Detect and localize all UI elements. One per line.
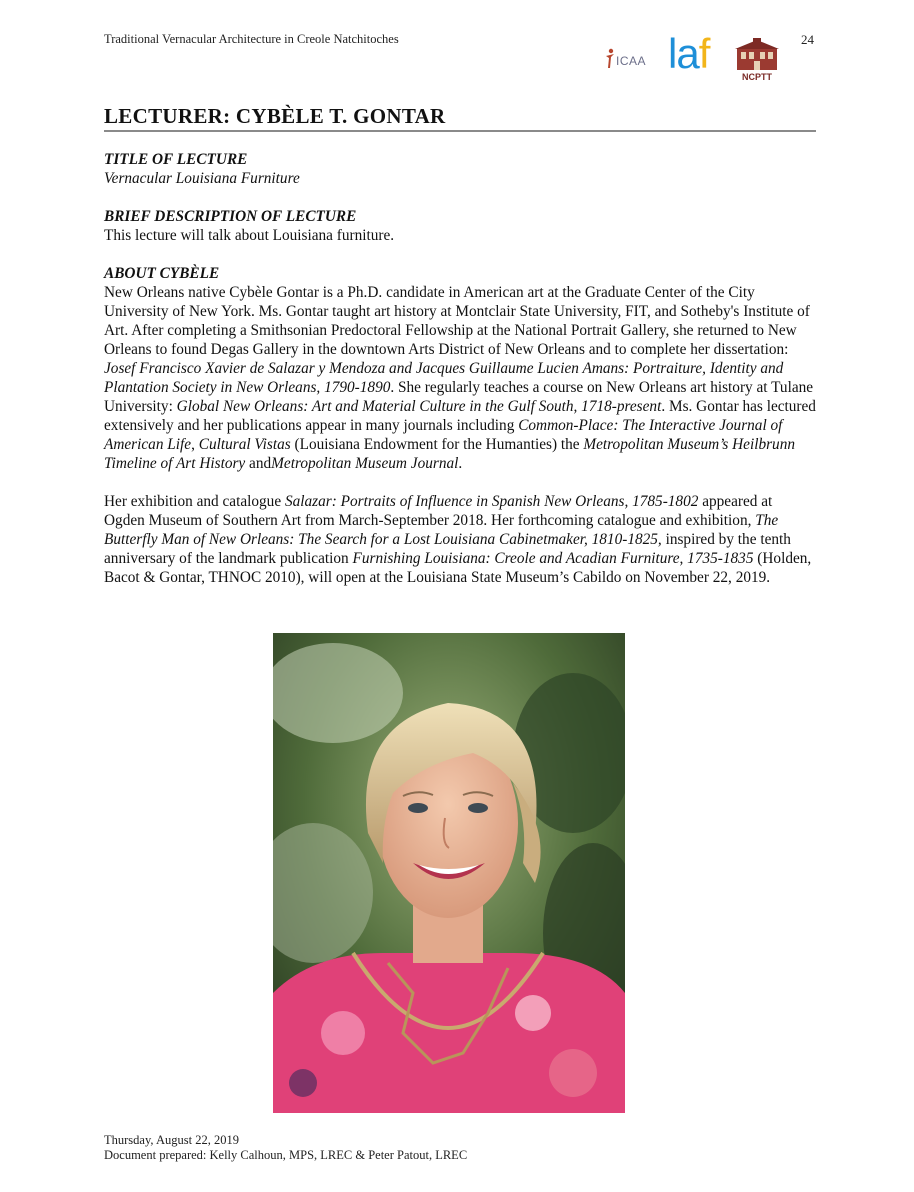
laf-logo-text: la — [668, 30, 699, 77]
text-run: inspired by the tenth anniversary of the landmark publication — [104, 531, 791, 567]
lecture-details — [104, 150, 816, 587]
text-run: Metropolitan Museum Journal — [271, 455, 459, 472]
text-run: Salazar: Portraits of Influence in Spanish New Orleans, 1785-1802 — [284, 493, 699, 510]
title-value: Vernacular Louisiana Furniture — [104, 170, 300, 187]
text-run: appeared at Ogden Museum of Southern Art from March-September 2018. Her forthcoming catalogue and exhibition, — [104, 493, 773, 529]
text-run: . — [458, 455, 463, 472]
footer-date: Thursday, August 22, 2019 — [104, 1133, 239, 1147]
text-run: (Holden, Bacot & Gontar, THNOC 2010), will open at the Louisiana State Museum’s Cabildo on November 22, 2019. — [104, 550, 812, 586]
page-number: 24 — [801, 32, 814, 47]
text-run: . Ms. Gontar has lectured extensively and her publications appear in many journals including — [104, 398, 816, 434]
description-value: This lecture will talk about Louisiana furniture. — [104, 227, 395, 244]
description-label: BRIEF DESCRIPTION OF LECTURE — [104, 208, 357, 225]
ncptt-building-icon — [734, 38, 780, 72]
icaa-logo-text: ICAA — [616, 54, 647, 68]
icaa-logo — [600, 48, 658, 70]
page-footer — [104, 1133, 467, 1163]
text-run: Furnishing Louisiana: Creole and Acadian Furniture, 1735-1835 — [352, 550, 754, 567]
text-run: Cultural Vistas — [198, 436, 291, 453]
text-run: Common-Place: The Interactive Journal of American Life — [104, 417, 783, 453]
footer-prepared-by: Document prepared: Kelly Calhoun, MPS, LREC & Peter Patout, LREC — [104, 1148, 468, 1162]
lecturer-portrait-photo — [273, 633, 625, 1113]
text-run: . She regularly teaches a course on New Orleans art history at Tulane University: — [104, 379, 814, 415]
text-run: (Louisiana Endowment for the Humanties) the — [290, 436, 584, 453]
laf-logo — [668, 30, 710, 77]
text-run: The Butterfly Man of New Orleans: The Search for a Lost Louisiana Cabinetmaker, 1810-1825, — [104, 512, 779, 548]
icaa-figure-icon — [602, 48, 616, 70]
about-paragraph-1 — [104, 283, 816, 473]
heading-divider — [104, 130, 816, 132]
about-label: ABOUT CYBÈLE — [104, 265, 220, 282]
running-header: Traditional Vernacular Architecture in Creole Natchitoches — [104, 32, 399, 46]
lecturer-heading: LECTURER: CYBÈLE T. GONTAR — [104, 104, 446, 128]
title-label: TITLE OF LECTURE — [104, 151, 248, 168]
ncptt-logo — [734, 38, 780, 80]
text-run: , — [191, 436, 199, 453]
text-run: Her exhibition and catalogue — [104, 493, 285, 510]
text-run: Metropolitan Museum’s Heilbrunn Timeline of Art History — [104, 436, 795, 472]
text-run: New Orleans native Cybèle Gontar is a Ph.D. candidate in American art at the Graduate Center of the City University of New York. Ms. Gontar taught art history at Montclair State University, FIT, and Sotheby's Institute of Art. After completing a Smithsonian Predoctoral Fellowship at the National Portrait Gallery, she returned to New Orleans to found Degas Gallery in the downtown Arts District of New Orleans and to complete her dissertation: — [104, 284, 810, 358]
about-section — [104, 264, 816, 473]
text-run: and — [245, 455, 272, 472]
about-paragraph-2 — [104, 492, 816, 587]
text-run: Global New Orleans: Art and Material Culture in the Gulf South, 1718-present — [176, 398, 662, 415]
description-section — [104, 207, 816, 245]
laf-logo-f: f — [698, 30, 710, 77]
text-run: Josef Francisco Xavier de Salazar y Mendoza and Jacques Guillaume Lucien Amans: Portraiture, Identity and Plantation Society in New Orleans, 1790-1890 — [104, 360, 784, 396]
title-section — [104, 150, 816, 188]
ncptt-logo-text: NCPTT — [742, 72, 772, 82]
